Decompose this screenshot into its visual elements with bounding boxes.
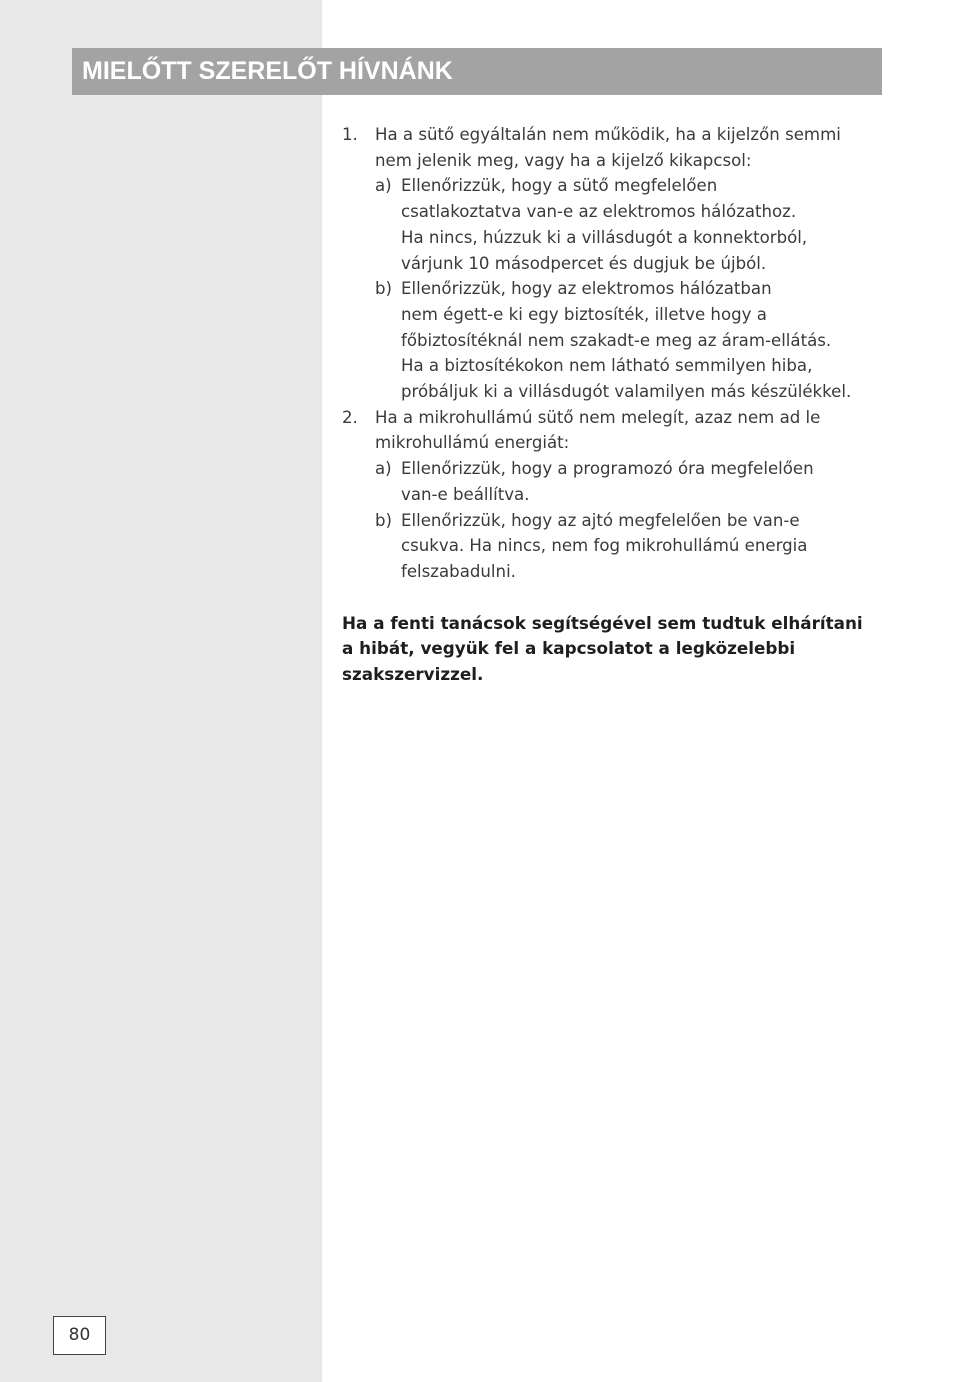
list-item-1 bbox=[342, 122, 887, 405]
service-note bbox=[342, 611, 887, 688]
note-line: szakszervizzel. bbox=[342, 664, 484, 685]
text-line: nem jelenik meg, vagy ha a kijelző kikapcsol: bbox=[375, 150, 752, 170]
text-line: főbiztosítéknál nem szakadt-e meg az áram-ellátás. bbox=[401, 330, 832, 350]
text-line: van-e beállítva. bbox=[401, 484, 530, 504]
sub-letter: a) bbox=[375, 459, 392, 479]
section-header bbox=[72, 48, 882, 95]
sidebar-panel bbox=[0, 0, 322, 1382]
note-line: Ha a fenti tanácsok segítségével sem tudtuk elhárítani bbox=[342, 612, 863, 633]
sub-letter: b) bbox=[375, 510, 393, 530]
text-line: nem égett-e ki egy biztosíték, illetve hogy a bbox=[401, 304, 767, 324]
list-number: 1. bbox=[342, 125, 358, 144]
text-line: Ellenőrizzük, hogy az elektromos hálózatban bbox=[401, 279, 772, 299]
sub-letter: a) bbox=[375, 176, 392, 196]
list-item-2 bbox=[342, 405, 887, 585]
text-line: mikrohullámú energiát: bbox=[375, 433, 570, 453]
sub-item-2b bbox=[375, 508, 887, 585]
text-line: Ellenőrizzük, hogy az ajtó megfelelően be van-e bbox=[401, 510, 800, 530]
text-line: várjunk 10 másodpercet és dugjuk be újból. bbox=[401, 253, 767, 273]
text-line: csukva. Ha nincs, nem fog mikrohullámú energia bbox=[401, 536, 808, 556]
text-line: Ha a biztosítékokon nem látható semmilyen hiba, bbox=[401, 356, 813, 376]
text-line: Ellenőrizzük, hogy a programozó óra megfelelően bbox=[401, 459, 814, 479]
page-number: 80 bbox=[53, 1316, 106, 1355]
sub-item-1a bbox=[375, 173, 887, 276]
sub-item-1b bbox=[375, 276, 887, 405]
text-line: Ellenőrizzük, hogy a sütő megfelelően bbox=[401, 176, 718, 196]
sub-letter: b) bbox=[375, 279, 393, 299]
text-line: Ha nincs, húzzuk ki a villásdugót a konnektorból, bbox=[401, 227, 808, 247]
text-line: felszabadulni. bbox=[401, 561, 516, 581]
sub-item-2a bbox=[375, 456, 887, 507]
list-number: 2. bbox=[342, 407, 358, 427]
text-line: csatlakoztatva van-e az elektromos hálózathoz. bbox=[401, 202, 797, 222]
text-line: Ha a mikrohullámú sütő nem melegít, azaz nem ad le bbox=[375, 407, 821, 427]
note-line: a hibát, vegyük fel a kapcsolatot a legközelebbi bbox=[342, 638, 796, 659]
section-title: MIELŐTT SZERELŐT HÍVNÁNK bbox=[82, 57, 453, 85]
main-content bbox=[342, 122, 887, 688]
text-line: Ha a sütő egyáltalán nem működik, ha a kijelzőn semmi bbox=[375, 125, 841, 144]
text-line: próbáljuk ki a villásdugót valamilyen más készülékkel. bbox=[401, 382, 852, 402]
